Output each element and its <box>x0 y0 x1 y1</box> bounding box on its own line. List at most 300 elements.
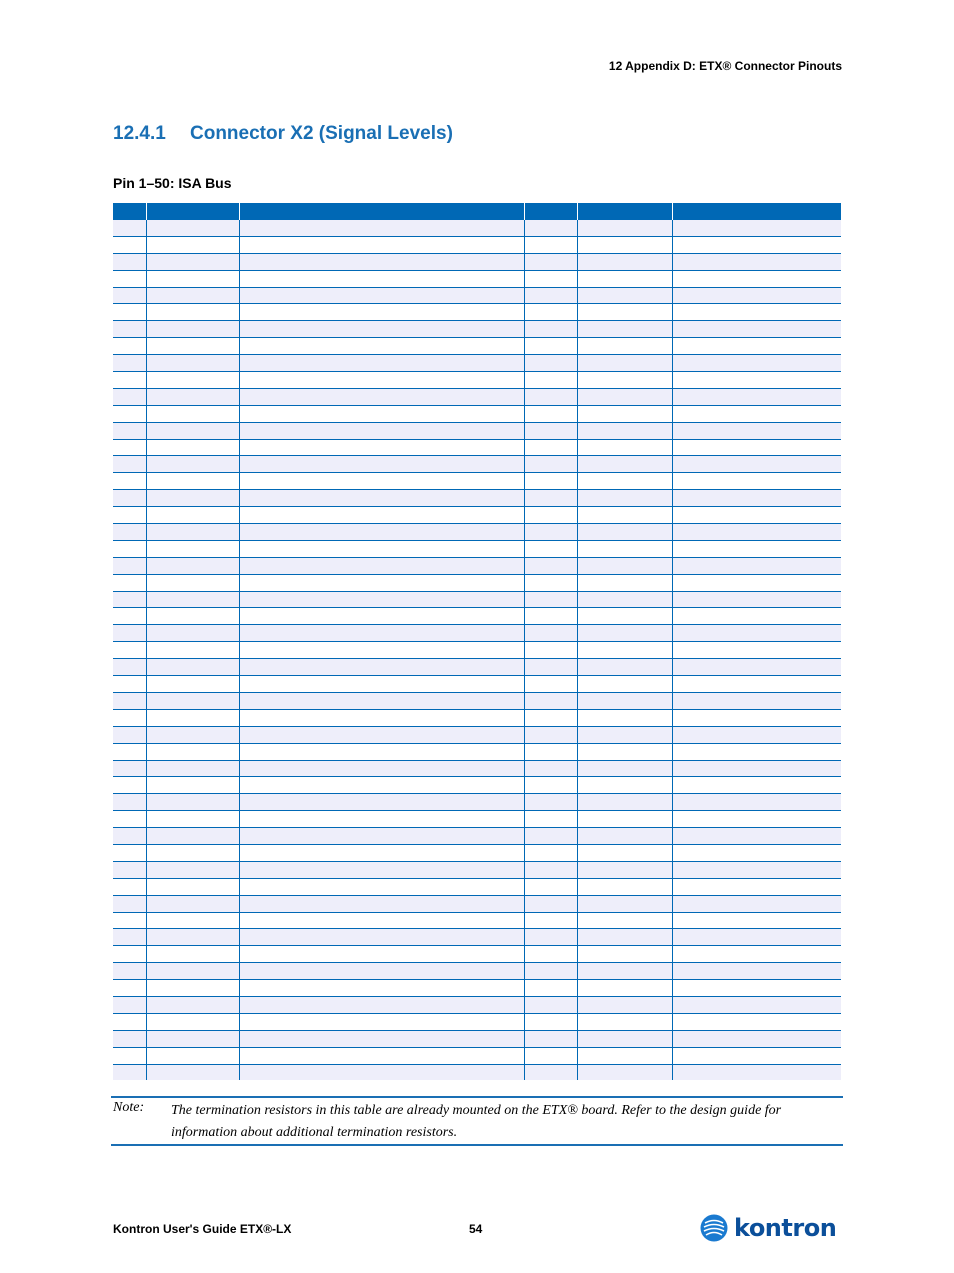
table-cell <box>577 304 672 321</box>
table-cell <box>239 946 524 963</box>
pinout-table <box>113 203 841 1080</box>
table-row <box>113 760 841 777</box>
table-cell <box>524 490 577 507</box>
table-cell <box>113 321 146 338</box>
table-cell <box>524 676 577 693</box>
table-cell <box>146 844 239 861</box>
table-cell <box>577 388 672 405</box>
table-row <box>113 236 841 253</box>
table-cell <box>146 1013 239 1030</box>
table-cell <box>577 726 672 743</box>
table-cell <box>113 676 146 693</box>
table-cell <box>577 709 672 726</box>
table-cell <box>577 794 672 811</box>
table-row <box>113 676 841 693</box>
table-cell <box>524 321 577 338</box>
table-cell <box>524 1047 577 1064</box>
table-cell <box>672 591 841 608</box>
table-cell <box>113 591 146 608</box>
note-rule-bottom <box>111 1144 843 1146</box>
table-cell <box>577 507 672 524</box>
table-cell <box>577 760 672 777</box>
table-cell <box>113 996 146 1013</box>
table-cell <box>672 557 841 574</box>
table-row <box>113 1064 841 1080</box>
table-cell <box>146 929 239 946</box>
table-cell <box>113 1013 146 1030</box>
table-cell <box>672 1064 841 1080</box>
table-cell <box>239 676 524 693</box>
table-cell <box>672 794 841 811</box>
table-cell <box>577 473 672 490</box>
table-cell <box>577 372 672 389</box>
table-cell <box>146 304 239 321</box>
table-cell <box>113 372 146 389</box>
table-cell <box>524 507 577 524</box>
table-row <box>113 642 841 659</box>
table-cell <box>146 946 239 963</box>
table-cell <box>113 473 146 490</box>
table-cell <box>524 912 577 929</box>
table-cell <box>146 388 239 405</box>
table-cell <box>577 929 672 946</box>
section-number: 12.4.1 <box>113 123 166 144</box>
table-header-row <box>113 203 841 220</box>
table-cell <box>239 388 524 405</box>
table-cell <box>239 844 524 861</box>
table-cell <box>113 422 146 439</box>
table-cell <box>577 591 672 608</box>
table-cell <box>146 540 239 557</box>
table-cell <box>524 439 577 456</box>
table-cell <box>239 895 524 912</box>
table-cell <box>672 372 841 389</box>
table-cell <box>113 777 146 794</box>
table-row <box>113 692 841 709</box>
table-row <box>113 574 841 591</box>
table-cell <box>577 540 672 557</box>
table-cell <box>146 321 239 338</box>
table-cell <box>146 507 239 524</box>
table-cell <box>113 557 146 574</box>
table-cell <box>239 574 524 591</box>
table-row <box>113 540 841 557</box>
table-cell <box>239 963 524 980</box>
table-cell <box>239 861 524 878</box>
table-cell <box>239 1047 524 1064</box>
table-cell <box>672 253 841 270</box>
table-cell <box>146 912 239 929</box>
table-cell <box>113 540 146 557</box>
table-cell <box>113 980 146 997</box>
table-row <box>113 490 841 507</box>
table-cell <box>146 625 239 642</box>
table-row <box>113 912 841 929</box>
table-cell <box>146 692 239 709</box>
table-cell <box>239 422 524 439</box>
table-cell <box>524 659 577 676</box>
table-cell <box>146 996 239 1013</box>
table-row <box>113 591 841 608</box>
table-row <box>113 844 841 861</box>
table-cell <box>577 828 672 845</box>
table-cell <box>524 608 577 625</box>
table-cell <box>577 355 672 372</box>
table-cell <box>113 574 146 591</box>
table-cell <box>113 878 146 895</box>
table-cell <box>577 861 672 878</box>
table-cell <box>524 777 577 794</box>
table-cell <box>524 709 577 726</box>
kontron-logo-icon <box>700 1214 728 1242</box>
table-cell <box>577 811 672 828</box>
table-cell <box>146 1047 239 1064</box>
table-cell <box>672 507 841 524</box>
table-cell <box>577 625 672 642</box>
table-cell <box>146 422 239 439</box>
table-cell <box>113 760 146 777</box>
table-subheading: Pin 1–50: ISA Bus <box>113 175 232 191</box>
note-text: The termination resistors in this table are already mounted on the ETX® board. Refer to the design guide for information about additional termination resistors. <box>171 1103 782 1140</box>
table-cell <box>672 946 841 963</box>
table-cell <box>524 405 577 422</box>
table-cell <box>672 811 841 828</box>
table-row <box>113 980 841 997</box>
table-cell <box>577 287 672 304</box>
table-cell <box>146 811 239 828</box>
table-row <box>113 253 841 270</box>
table-cell <box>113 659 146 676</box>
table-cell <box>672 709 841 726</box>
table-cell <box>146 980 239 997</box>
table-row <box>113 895 841 912</box>
table-cell <box>113 895 146 912</box>
table-row <box>113 507 841 524</box>
table-cell <box>577 321 672 338</box>
table-cell <box>672 659 841 676</box>
table-cell <box>239 794 524 811</box>
table-cell <box>146 642 239 659</box>
table-cell <box>239 372 524 389</box>
table-cell <box>577 996 672 1013</box>
table-cell <box>672 895 841 912</box>
table-cell <box>672 338 841 355</box>
table-cell <box>146 405 239 422</box>
table-cell <box>113 1030 146 1047</box>
table-cell <box>672 287 841 304</box>
table-cell <box>239 338 524 355</box>
table-row <box>113 388 841 405</box>
column-header <box>113 203 146 220</box>
table-cell <box>113 456 146 473</box>
table-cell <box>239 355 524 372</box>
table-cell <box>524 473 577 490</box>
table-cell <box>524 524 577 541</box>
table-row <box>113 1013 841 1030</box>
table-cell <box>239 236 524 253</box>
table-cell <box>577 895 672 912</box>
table-cell <box>239 760 524 777</box>
table-cell <box>239 507 524 524</box>
table-cell <box>524 980 577 997</box>
table-cell <box>146 963 239 980</box>
table-cell <box>524 287 577 304</box>
table-cell <box>239 642 524 659</box>
table-cell <box>146 726 239 743</box>
table-cell <box>524 692 577 709</box>
table-cell <box>146 1064 239 1080</box>
table-cell <box>577 963 672 980</box>
table-cell <box>239 220 524 236</box>
table-cell <box>577 743 672 760</box>
table-cell <box>524 861 577 878</box>
table-cell <box>524 878 577 895</box>
table-cell <box>239 524 524 541</box>
table-cell <box>113 1047 146 1064</box>
table-row <box>113 439 841 456</box>
table-cell <box>524 557 577 574</box>
column-header <box>146 203 239 220</box>
table-cell <box>239 304 524 321</box>
table-cell <box>672 726 841 743</box>
table-cell <box>524 304 577 321</box>
table-cell <box>672 1030 841 1047</box>
note-rule-top <box>111 1096 843 1098</box>
table-row <box>113 405 841 422</box>
table-cell <box>672 574 841 591</box>
table-row <box>113 878 841 895</box>
table-cell <box>146 439 239 456</box>
table-cell <box>524 760 577 777</box>
table-cell <box>672 405 841 422</box>
table-cell <box>577 1030 672 1047</box>
table-cell <box>113 236 146 253</box>
table-cell <box>577 557 672 574</box>
table-row <box>113 608 841 625</box>
table-cell <box>577 777 672 794</box>
table-cell <box>113 642 146 659</box>
table-cell <box>113 912 146 929</box>
table-cell <box>524 270 577 287</box>
table-cell <box>113 1064 146 1080</box>
table-row <box>113 524 841 541</box>
table-cell <box>239 540 524 557</box>
table-cell <box>239 659 524 676</box>
table-cell <box>239 1030 524 1047</box>
table-cell <box>524 456 577 473</box>
table-cell <box>524 388 577 405</box>
table-cell <box>146 236 239 253</box>
table-cell <box>113 625 146 642</box>
page-number: 54 <box>469 1222 483 1236</box>
column-header <box>672 203 841 220</box>
table-cell <box>239 726 524 743</box>
table-cell <box>672 980 841 997</box>
kontron-logo <box>700 1214 836 1242</box>
table-cell <box>239 473 524 490</box>
table-cell <box>113 388 146 405</box>
table-cell <box>239 456 524 473</box>
table-cell <box>146 490 239 507</box>
table-cell <box>239 912 524 929</box>
table-cell <box>524 946 577 963</box>
table-cell <box>672 608 841 625</box>
table-cell <box>239 270 524 287</box>
table-cell <box>239 591 524 608</box>
table-cell <box>113 287 146 304</box>
table-cell <box>239 1064 524 1080</box>
table-row <box>113 1047 841 1064</box>
table-cell <box>239 490 524 507</box>
table-cell <box>146 220 239 236</box>
table-cell <box>577 524 672 541</box>
table-row <box>113 220 841 236</box>
table-cell <box>577 676 672 693</box>
table-row <box>113 304 841 321</box>
table-row <box>113 726 841 743</box>
table-cell <box>672 304 841 321</box>
table-cell <box>577 1047 672 1064</box>
table-cell <box>113 692 146 709</box>
table-cell <box>146 473 239 490</box>
table-cell <box>239 709 524 726</box>
table-cell <box>239 996 524 1013</box>
table-cell <box>577 659 672 676</box>
table-cell <box>672 642 841 659</box>
table-row <box>113 321 841 338</box>
table-cell <box>672 524 841 541</box>
table-row <box>113 777 841 794</box>
table-cell <box>146 338 239 355</box>
table-cell <box>672 236 841 253</box>
table-cell <box>113 524 146 541</box>
table-cell <box>113 405 146 422</box>
table-row <box>113 456 841 473</box>
table-cell <box>239 1013 524 1030</box>
table-cell <box>239 405 524 422</box>
table-cell <box>146 253 239 270</box>
table-cell <box>146 828 239 845</box>
table-row <box>113 473 841 490</box>
table-cell <box>577 608 672 625</box>
table-cell <box>524 828 577 845</box>
column-header <box>524 203 577 220</box>
table-cell <box>672 625 841 642</box>
table-cell <box>524 422 577 439</box>
table-cell <box>577 946 672 963</box>
table-cell <box>239 743 524 760</box>
table-cell <box>672 490 841 507</box>
table-cell <box>672 963 841 980</box>
table-cell <box>672 473 841 490</box>
table-cell <box>239 253 524 270</box>
table-cell <box>672 878 841 895</box>
table-cell <box>672 929 841 946</box>
table-row <box>113 963 841 980</box>
table-cell <box>113 811 146 828</box>
table-cell <box>146 709 239 726</box>
table-cell <box>146 895 239 912</box>
table-cell <box>577 844 672 861</box>
table-cell <box>577 338 672 355</box>
table-cell <box>113 794 146 811</box>
table-row <box>113 828 841 845</box>
table-cell <box>524 1013 577 1030</box>
table-row <box>113 794 841 811</box>
table-cell <box>146 524 239 541</box>
table-cell <box>672 692 841 709</box>
table-cell <box>113 929 146 946</box>
table-cell <box>113 861 146 878</box>
table-cell <box>239 828 524 845</box>
table-cell <box>577 439 672 456</box>
table-cell <box>146 270 239 287</box>
table-cell <box>577 422 672 439</box>
table-cell <box>113 490 146 507</box>
table-cell <box>672 270 841 287</box>
table-cell <box>146 574 239 591</box>
table-cell <box>146 794 239 811</box>
table-cell <box>672 760 841 777</box>
table-cell <box>672 540 841 557</box>
table-cell <box>672 676 841 693</box>
table-cell <box>672 777 841 794</box>
table-cell <box>146 608 239 625</box>
table-row <box>113 861 841 878</box>
table-row <box>113 743 841 760</box>
table-cell <box>113 844 146 861</box>
table-cell <box>146 777 239 794</box>
table-row <box>113 929 841 946</box>
table-cell <box>113 828 146 845</box>
table-cell <box>146 760 239 777</box>
table-cell <box>672 422 841 439</box>
column-header <box>577 203 672 220</box>
table-cell <box>239 625 524 642</box>
table-cell <box>239 321 524 338</box>
table-cell <box>524 963 577 980</box>
table-cell <box>524 574 577 591</box>
table-cell <box>524 743 577 760</box>
table-cell <box>146 743 239 760</box>
table-cell <box>239 439 524 456</box>
table-cell <box>524 794 577 811</box>
table-cell <box>113 963 146 980</box>
table-cell <box>524 726 577 743</box>
table-cell <box>239 878 524 895</box>
column-header <box>239 203 524 220</box>
table-cell <box>524 895 577 912</box>
table-cell <box>577 405 672 422</box>
table-cell <box>672 743 841 760</box>
table-cell <box>672 439 841 456</box>
table-cell <box>577 692 672 709</box>
table-row <box>113 811 841 828</box>
table-cell <box>672 321 841 338</box>
table-cell <box>113 709 146 726</box>
table-body <box>113 220 841 1080</box>
table-cell <box>113 338 146 355</box>
table-cell <box>672 1047 841 1064</box>
table-cell <box>146 372 239 389</box>
table-row <box>113 372 841 389</box>
table-cell <box>577 642 672 659</box>
table-cell <box>524 540 577 557</box>
table-cell <box>524 844 577 861</box>
table-row <box>113 557 841 574</box>
table-cell <box>524 811 577 828</box>
section-title-text: Connector X2 (Signal Levels) <box>190 123 453 144</box>
